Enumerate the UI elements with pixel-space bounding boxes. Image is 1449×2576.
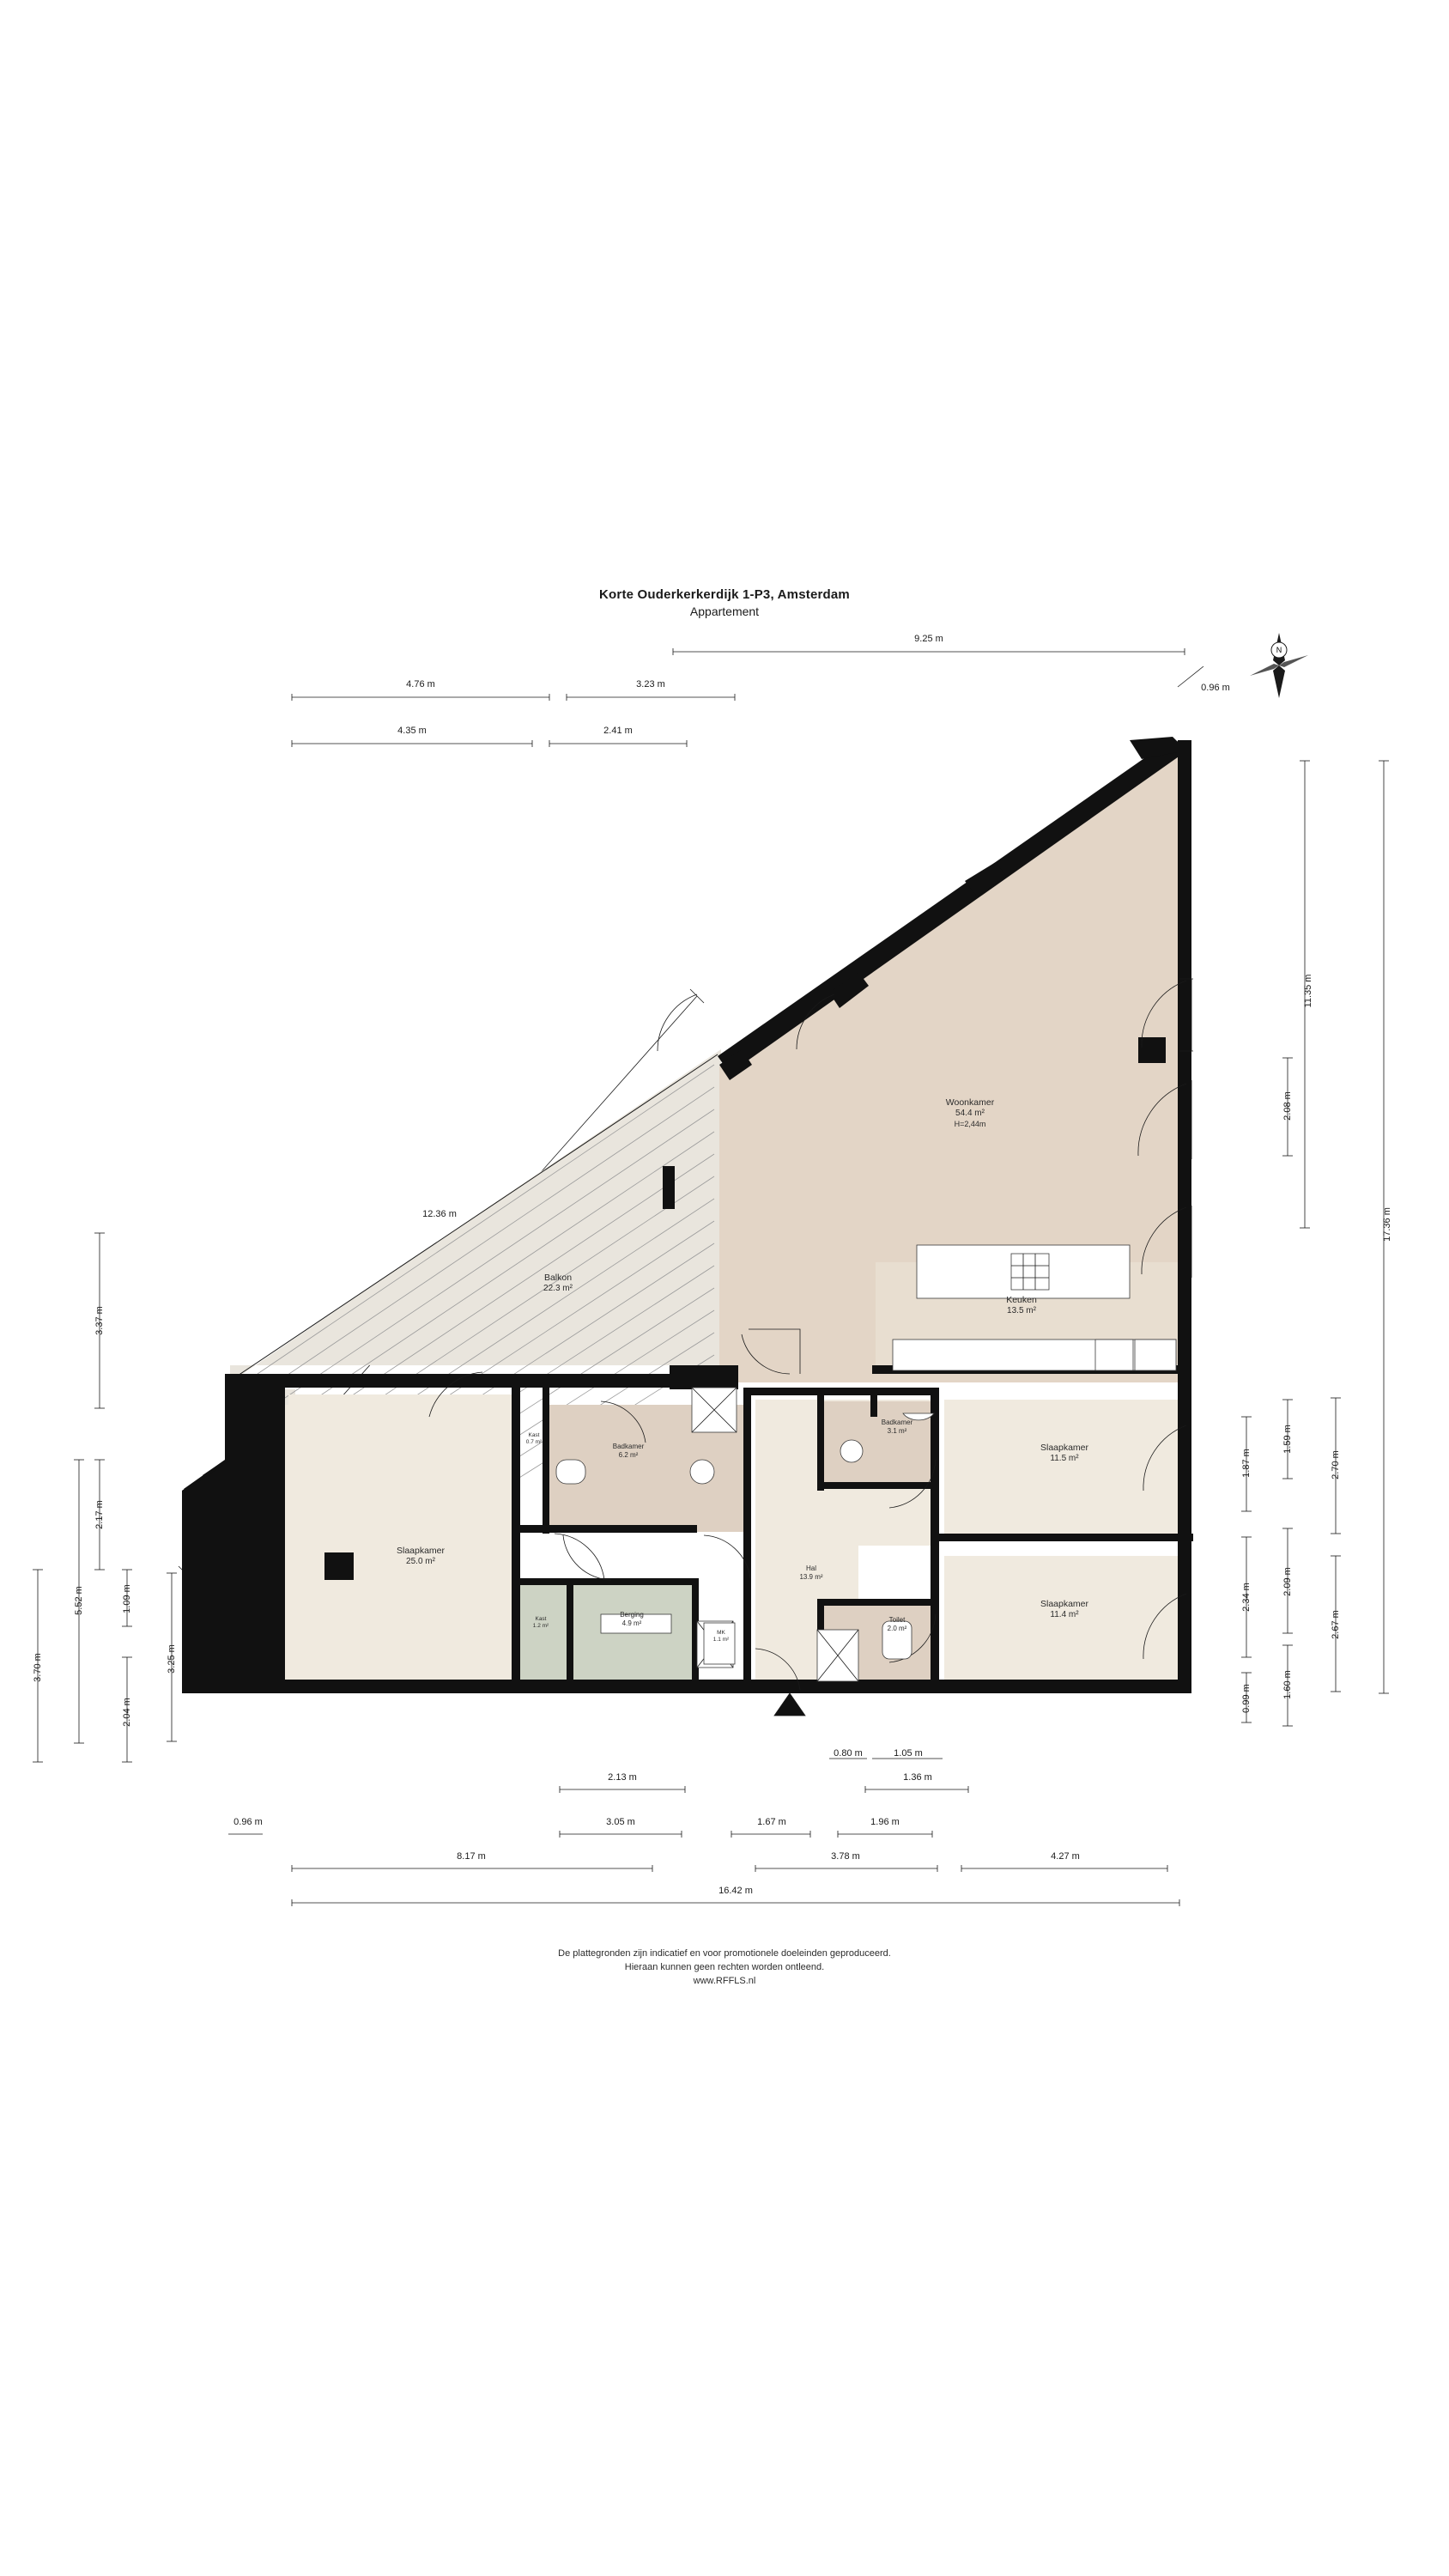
- compass-rose: [1250, 633, 1308, 698]
- room-label: Slaapkamer: [396, 1546, 446, 1556]
- room-label: Slaapkamer: [1040, 1599, 1089, 1609]
- dim-2-34: 2.34 m: [1241, 1583, 1252, 1612]
- room-label: Berging: [620, 1611, 644, 1619]
- dim-1-60: 1.60 m: [1282, 1670, 1293, 1699]
- room-berging: [589, 1611, 675, 1628]
- dim-5-52: 5.52 m: [74, 1586, 84, 1615]
- dim-12-36: 12.36 m: [422, 1209, 457, 1219]
- room-badkamer-2: [850, 1419, 944, 1436]
- room-area: 3.1 m²: [887, 1427, 907, 1435]
- room-area: 1.2 m²: [532, 1623, 549, 1630]
- room-label: Woonkamer: [945, 1097, 995, 1108]
- dim-9-25: 9.25 m: [914, 634, 943, 644]
- footer-line-1: De plattegronden zijn indicatief en voor promotionele doeleinden geproduceerd.: [558, 1948, 891, 1959]
- room-kast-2: [515, 1616, 567, 1630]
- room-badkamer-1: [577, 1443, 680, 1460]
- room-label: Kast: [528, 1432, 540, 1438]
- room-balkon: [498, 1273, 618, 1295]
- room-label: MK: [717, 1630, 725, 1636]
- dim-2-08: 2.08 m: [1282, 1091, 1293, 1121]
- dim-3-78: 3.78 m: [831, 1851, 860, 1862]
- room-mk: [702, 1630, 740, 1643]
- room-slaapkamer-1: [1004, 1443, 1125, 1465]
- dim-17-36: 17.36 m: [1382, 1207, 1392, 1242]
- footer-line-2: Hieraan kunnen geen rechten worden ontleend.: [624, 1962, 825, 1972]
- dim-4-76: 4.76 m: [406, 679, 435, 690]
- room-keuken: [961, 1295, 1082, 1317]
- room-hal: [764, 1564, 858, 1582]
- room-area: 25.0 m²: [406, 1557, 435, 1567]
- dim-2-04: 2.04 m: [122, 1698, 132, 1727]
- dim-1-96: 1.96 m: [870, 1817, 900, 1827]
- room-area: 11.5 m²: [1050, 1454, 1079, 1464]
- room-label: Badkamer: [612, 1443, 645, 1450]
- room-area: 2.0 m²: [887, 1625, 907, 1632]
- dim-0-96-bot: 0.96 m: [233, 1817, 263, 1827]
- dim-8-17: 8.17 m: [457, 1851, 486, 1862]
- room-area: 54.4 m²: [955, 1109, 985, 1119]
- dim-1-87: 1.87 m: [1241, 1449, 1252, 1478]
- room-area: 13.5 m²: [1007, 1306, 1036, 1316]
- dim-16-42: 16.42 m: [718, 1886, 753, 1896]
- dim-0-99: 0.99 m: [1241, 1684, 1252, 1713]
- room-kast-1: [508, 1432, 560, 1446]
- room-area: 22.3 m²: [543, 1284, 573, 1294]
- dim-3-37: 3.37 m: [94, 1306, 105, 1335]
- room-area: 4.9 m²: [621, 1619, 642, 1627]
- room-label: Slaapkamer: [1040, 1443, 1089, 1453]
- dim-2-41: 2.41 m: [603, 726, 633, 736]
- room-height: H=2,44m: [954, 1119, 986, 1128]
- dim-2-70: 2.70 m: [1331, 1450, 1341, 1479]
- dim-0-96-top: 0.96 m: [1201, 683, 1230, 693]
- dim-3-23: 3.23 m: [636, 679, 665, 690]
- room-label: Kast: [535, 1616, 547, 1622]
- room-woonkamer: [901, 1097, 1039, 1129]
- room-area: 0.7 m²: [525, 1439, 543, 1446]
- dim-1-67: 1.67 m: [757, 1817, 786, 1827]
- dim-11-35: 11.35 m: [1303, 974, 1313, 1008]
- room-label: Hal: [805, 1564, 816, 1572]
- room-slaapkamer-2: [1004, 1599, 1125, 1621]
- dim-3-70: 3.70 m: [33, 1653, 43, 1682]
- room-label: Badkamer: [881, 1419, 913, 1426]
- dim-2-09: 2.09 m: [1282, 1567, 1293, 1596]
- room-label: Balkon: [543, 1273, 573, 1283]
- room-slaapkamer-groot: [361, 1546, 481, 1568]
- dim-1-36: 1.36 m: [903, 1772, 932, 1783]
- dim-2-17: 2.17 m: [94, 1500, 105, 1529]
- dim-0-80: 0.80 m: [834, 1748, 863, 1759]
- room-label: Toilet: [888, 1616, 906, 1624]
- room-toilet: [854, 1616, 940, 1633]
- dim-2-13: 2.13 m: [608, 1772, 637, 1783]
- footer-line-3: www.RFFLS.nl: [693, 1976, 756, 1986]
- page-subtitle: Appartement: [689, 605, 760, 618]
- room-area: 13.9 m²: [799, 1573, 823, 1581]
- dim-4-27: 4.27 m: [1051, 1851, 1080, 1862]
- dim-1-09: 1.09 m: [122, 1584, 132, 1613]
- page-title: Korte Ouderkerkerdijk 1-P3, Amsterdam: [599, 587, 850, 602]
- dim-3-25: 3.25 m: [167, 1644, 177, 1674]
- room-area: 6.2 m²: [618, 1451, 639, 1459]
- room-area: 11.4 m²: [1050, 1610, 1079, 1620]
- room-label: Keuken: [1006, 1295, 1037, 1305]
- dim-1-59: 1.59 m: [1282, 1425, 1293, 1454]
- dim-4-35: 4.35 m: [397, 726, 427, 736]
- room-area: 1.1 m²: [712, 1637, 730, 1643]
- dim-2-67: 2.67 m: [1331, 1610, 1341, 1639]
- dim-3-05: 3.05 m: [606, 1817, 635, 1827]
- dim-1-05: 1.05 m: [894, 1748, 923, 1759]
- svg-text:N: N: [1276, 646, 1282, 654]
